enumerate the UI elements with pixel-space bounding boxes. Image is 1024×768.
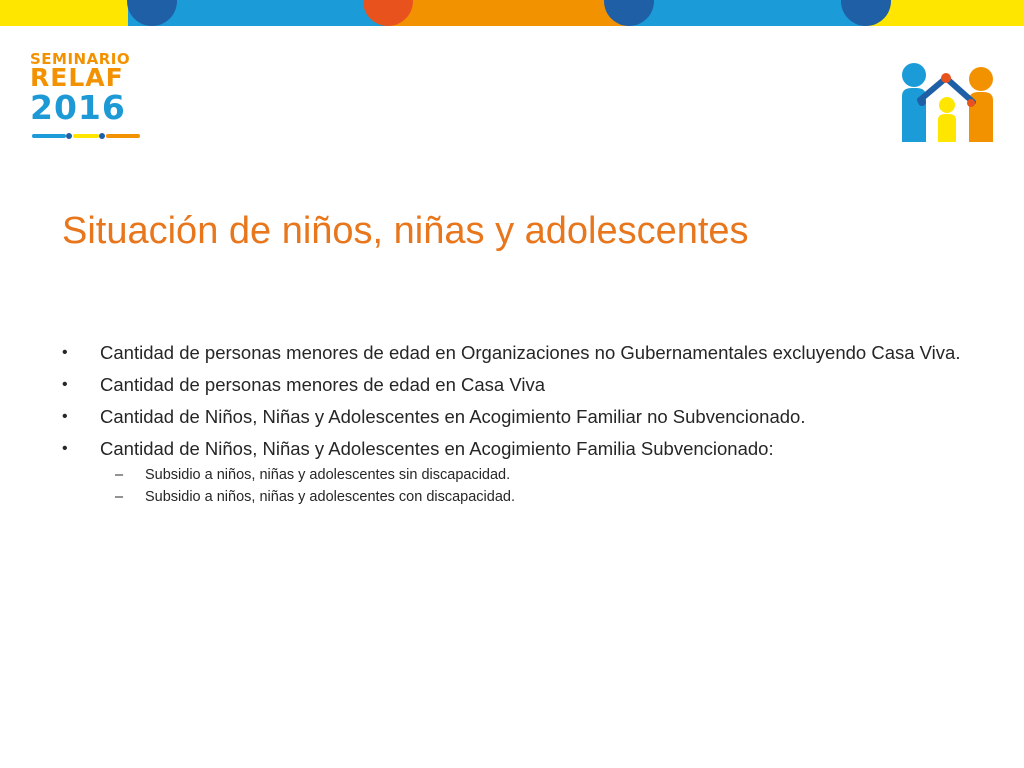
sub-bullet-list xyxy=(100,464,962,508)
bullet-marker: • xyxy=(62,408,68,425)
bullet-item xyxy=(62,372,962,398)
logo-year-text: 2016 xyxy=(30,88,126,127)
logo-seminario-text: SEMINARIO xyxy=(30,50,131,68)
slide-title: Situación de niños, niñas y adolescentes xyxy=(62,210,749,252)
bullet-list xyxy=(62,340,962,514)
bullet-marker: • xyxy=(62,440,68,457)
top-banner xyxy=(0,0,1024,26)
seminario-relaf-logo xyxy=(30,48,142,146)
bullet-marker: • xyxy=(62,376,68,393)
sub-bullet-text: Subsidio a niños, niñas y adolescentes con discapacidad. xyxy=(145,489,515,505)
bullet-text: Cantidad de Niños, Niñas y Adolescentes en Acogimiento Familia Subvencionado: xyxy=(100,438,774,459)
banner-band-yellow xyxy=(0,0,128,26)
sub-bullet-item xyxy=(100,464,962,486)
family-icon xyxy=(898,62,998,144)
banner-band-orange xyxy=(388,0,628,26)
banner-band-blue xyxy=(628,0,866,26)
sub-bullet-marker: – xyxy=(115,467,124,483)
bullet-item xyxy=(62,436,962,508)
bullet-text: Cantidad de personas menores de edad en Organizaciones no Gubernamentales excluyendo Casa Viva. xyxy=(100,342,961,363)
bullet-item xyxy=(62,404,962,430)
bullet-text: Cantidad de personas menores de edad en Casa Viva xyxy=(100,374,545,395)
bullet-text: Cantidad de Niños, Niñas y Adolescentes en Acogimiento Familiar no Subvencionado. xyxy=(100,406,806,427)
sub-bullet-text: Subsidio a niños, niñas y adolescentes sin discapacidad. xyxy=(145,467,511,483)
logo-underline xyxy=(32,133,140,139)
sub-bullet-item xyxy=(100,486,962,508)
sub-bullet-marker: – xyxy=(115,489,124,505)
bullet-item xyxy=(62,340,962,366)
logo-relaf-text: RELAF xyxy=(30,63,124,92)
bullet-marker: • xyxy=(62,344,68,361)
